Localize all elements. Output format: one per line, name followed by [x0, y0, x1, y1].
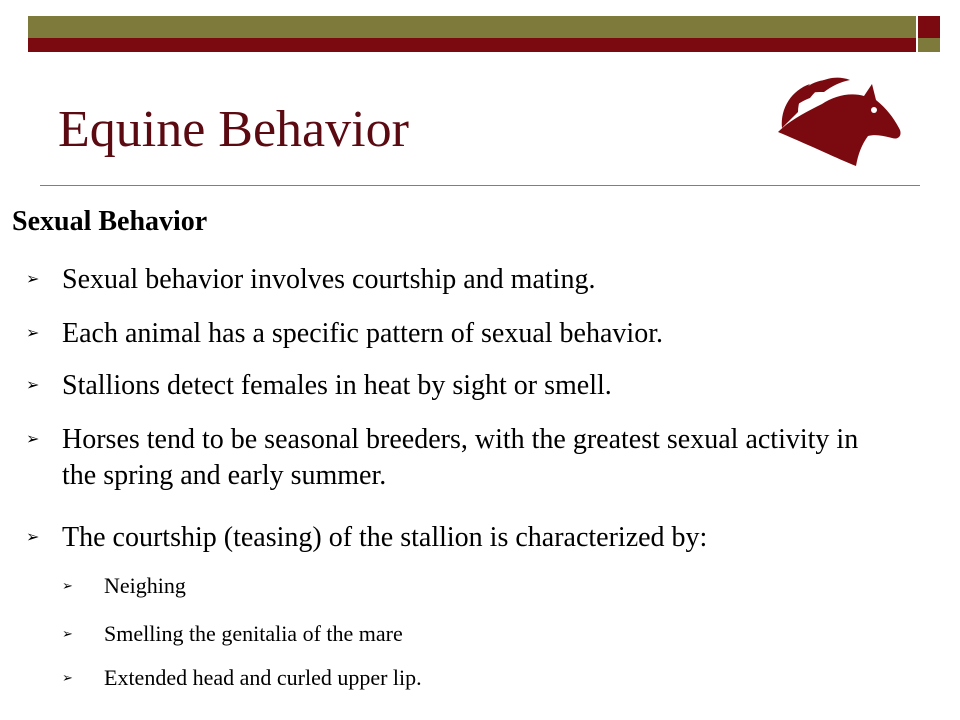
bullet-item	[26, 422, 882, 494]
bullet-text: Sexual behavior involves courtship and mating.	[62, 264, 596, 295]
bullet-arrow-icon: ➢	[26, 271, 40, 288]
sub-bullet-text: Extended head and curled upper lip.	[104, 665, 422, 690]
bullet-arrow-icon: ➢	[62, 578, 73, 593]
title-divider	[40, 185, 920, 186]
corner-square-red	[918, 16, 940, 38]
bullet-item	[26, 262, 922, 298]
slide-title: Equine Behavior	[58, 101, 409, 158]
top-bar-olive	[28, 16, 916, 38]
sub-bullet-item	[62, 620, 403, 648]
bullet-arrow-icon: ➢	[62, 626, 73, 641]
sub-bullet-text: Neighing	[104, 573, 186, 598]
bullet-item	[26, 368, 922, 404]
bullet-arrow-icon: ➢	[26, 325, 40, 342]
sub-bullet-text: Smelling the genitalia of the mare	[104, 621, 403, 646]
bullet-arrow-icon: ➢	[26, 377, 40, 394]
top-bar-red	[28, 38, 916, 52]
bullet-arrow-icon: ➢	[62, 670, 73, 685]
bullet-text: Horses tend to be seasonal breeders, with the greatest sexual activity in the spring and early summer.	[62, 424, 859, 491]
bullet-arrow-icon: ➢	[26, 431, 40, 448]
bullet-item	[26, 316, 922, 352]
sub-bullet-item	[62, 572, 186, 600]
bullet-item	[26, 520, 922, 556]
bullet-arrow-icon: ➢	[26, 529, 40, 546]
bullet-text: Each animal has a specific pattern of sexual behavior.	[62, 318, 663, 349]
section-heading: Sexual Behavior	[12, 206, 208, 237]
bullet-text: Stallions detect females in heat by sight or smell.	[62, 370, 612, 401]
bullet-text: The courtship (teasing) of the stallion is characterized by:	[62, 522, 708, 553]
sub-bullet-item	[62, 664, 422, 692]
corner-square-olive	[918, 38, 940, 52]
horse-head-icon	[776, 72, 904, 170]
